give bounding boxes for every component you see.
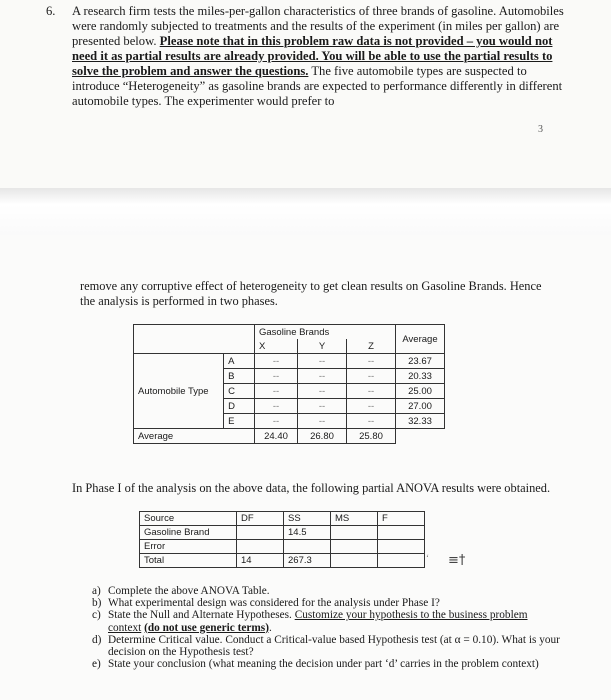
row-average: 23.67 xyxy=(396,354,445,369)
anova-f xyxy=(378,526,425,540)
anova-header-df: DF xyxy=(237,512,284,526)
corner-cell xyxy=(134,325,255,354)
question-intro: A research firm tests the miles-per-gallon characteristics of three brands of gasoline. Automobiles were randomly subjected to treatments and the results of the experiment (in miles per gallon) are presented below. xyxy=(72,4,564,48)
anova-source: Error xyxy=(140,540,237,554)
col-average: 24.40 xyxy=(255,429,298,444)
table-cell: -- xyxy=(347,354,396,369)
small-mark: ‘ xyxy=(426,553,429,563)
item-text: What experimental design was considered for the analysis under Phase I? xyxy=(108,597,440,610)
list-item xyxy=(92,585,562,597)
table-cell: -- xyxy=(347,399,396,414)
anova-ms xyxy=(331,554,378,568)
page-break xyxy=(0,188,611,235)
item-label: a) xyxy=(92,585,101,597)
table-cell: -- xyxy=(347,414,396,429)
table-cell: -- xyxy=(298,384,347,399)
anova-source: Gasoline Brand xyxy=(140,526,237,540)
anova-ss: 14.5 xyxy=(284,526,331,540)
continued-text: remove any corruptive effect of heterogeneity to get clean results on Gasoline Brands. Hence the analysis is performed in two phases. xyxy=(80,279,542,308)
item-text-underlined: Customize your hypothesis to the business problem context xyxy=(108,609,528,634)
question-rest: The five automobile types are suspected to introduce “Heterogeneity” as gasoline brands are expected to performance differently in different automobile types. The experimenter would prefer to xyxy=(72,64,563,108)
anova-ss: 267.3 xyxy=(284,554,331,568)
anova-df xyxy=(237,540,284,554)
page-2 xyxy=(0,235,611,700)
row-average: 27.00 xyxy=(396,399,445,414)
col-average: 25.80 xyxy=(347,429,396,444)
phase-text: In Phase I of the analysis on the above data, the following partial ANOVA results were obtained. xyxy=(72,481,551,495)
row-average: 25.00 xyxy=(396,384,445,399)
table-cell: -- xyxy=(298,399,347,414)
item-text: Complete the above ANOVA Table. xyxy=(108,585,270,597)
anova-table xyxy=(139,511,425,568)
anova-df xyxy=(237,526,284,540)
anova-header-f: F xyxy=(378,512,425,526)
type-label: C xyxy=(224,384,255,399)
brand-group-header: Gasoline Brands xyxy=(255,325,396,340)
row-average: 32.33 xyxy=(396,414,445,429)
col-average: 26.80 xyxy=(298,429,347,444)
average-header: Average xyxy=(396,325,445,354)
list-item xyxy=(92,658,562,670)
anova-header-ms: MS xyxy=(331,512,378,526)
row-average: 20.33 xyxy=(396,369,445,384)
list-item xyxy=(92,597,562,609)
item-text-end: . xyxy=(268,621,272,634)
question-bold-note: Please note that in this problem raw data is not provided – you would not need it as partial results are already provided. You will be able to use the partial results to solve the problem and answer the questions. xyxy=(72,34,553,78)
brand-y-header: Y xyxy=(298,339,347,354)
question-list xyxy=(92,585,562,670)
average-row-label: Average xyxy=(134,429,255,444)
anova-ms xyxy=(331,526,378,540)
question-text xyxy=(72,4,572,109)
page-number: 3 xyxy=(538,124,543,135)
gasoline-brand-table xyxy=(133,324,445,444)
type-label: B xyxy=(224,369,255,384)
type-label: E xyxy=(224,414,255,429)
table-cell: -- xyxy=(298,354,347,369)
empty-cell xyxy=(396,429,445,444)
table-cell: -- xyxy=(298,369,347,384)
table-cell: -- xyxy=(347,369,396,384)
table-cell: -- xyxy=(255,384,298,399)
item-text: State your conclusion (what meaning the decision under part ‘d’ carries in the problem context) xyxy=(108,658,539,671)
anova-source: Total xyxy=(140,554,237,568)
item-label: d) xyxy=(92,633,102,646)
anova-header-ss: SS xyxy=(284,512,331,526)
item-text: State the Null and Alternate Hypotheses. xyxy=(108,609,292,622)
anova-header-source: Source xyxy=(140,512,237,526)
type-label: D xyxy=(224,399,255,414)
anova-ss xyxy=(284,540,331,554)
row-group-label: Automobile Type xyxy=(134,354,224,429)
page-1 xyxy=(0,0,611,188)
item-text-bold: (do not use generic terms) xyxy=(144,621,269,634)
table-cell: -- xyxy=(255,369,298,384)
table-cell: -- xyxy=(255,399,298,414)
table-cell: -- xyxy=(347,384,396,399)
list-item xyxy=(92,609,562,633)
question-number: 6. xyxy=(46,4,56,18)
formula-icon[interactable]: ≡† xyxy=(448,553,466,568)
item-label: b) xyxy=(92,597,102,610)
type-label: A xyxy=(224,354,255,369)
table-cell: -- xyxy=(298,414,347,429)
anova-f xyxy=(378,554,425,568)
brand-z-header: Z xyxy=(347,339,396,354)
list-item xyxy=(92,634,562,658)
anova-f xyxy=(378,540,425,554)
brand-x-header: X xyxy=(255,339,298,354)
table-cell: -- xyxy=(255,354,298,369)
item-label: e) xyxy=(92,658,101,671)
table-cell: -- xyxy=(255,414,298,429)
item-text: Determine Critical value. Conduct a Critical-value based Hypothesis test (at α = 0.10). What is your decision on the Hypothesis test? xyxy=(108,633,560,659)
item-label: c) xyxy=(92,609,101,622)
anova-df: 14 xyxy=(237,554,284,568)
anova-ms xyxy=(331,540,378,554)
